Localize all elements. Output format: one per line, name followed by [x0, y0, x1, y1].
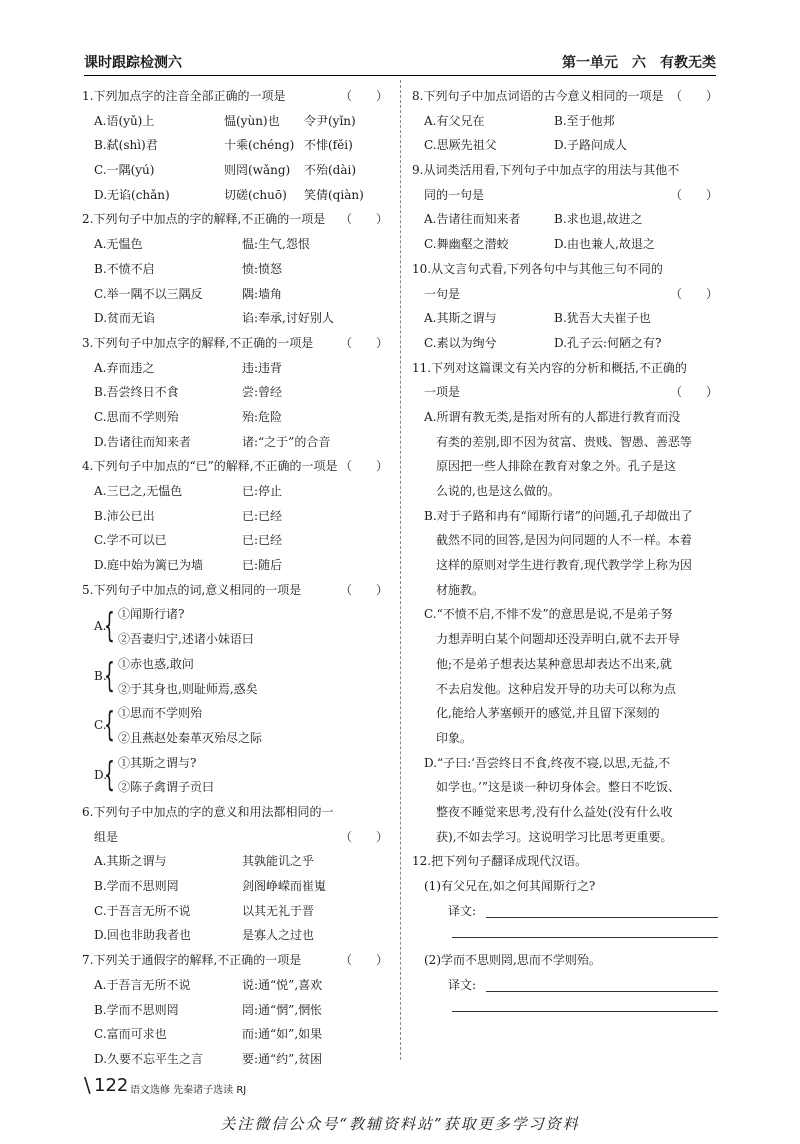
- q11-option-b: 这样的原则对学生进行教育,现代教学学上称为因: [436, 558, 692, 573]
- q2-row: A.无愠色 愠:生气,怨恨: [94, 237, 310, 252]
- q6-stem: 6.下列句子中加点的字的意义和用法都相同的一: [82, 805, 334, 819]
- q5-option-pair: C. { ①思而不学则殆 ②且燕赵处秦革灭殆尽之际: [94, 705, 263, 746]
- q9-stem-cont: 同的一句是 （ ）: [424, 187, 718, 202]
- left-column: [82, 84, 388, 1072]
- q11-option-d: D.“子曰:‘吾尝终日不食,终夜不寝,以思,无益,不: [424, 755, 671, 770]
- q12-answer-line-2[interactable]: 译文:: [412, 973, 718, 998]
- q5-option-pair: D. { ①其斯之谓与? ②陈子禽谓子贡曰: [94, 754, 215, 795]
- q4-stem: 4.下列句子中加点的“已”的解释,不正确的一项是 （ ）: [82, 459, 388, 474]
- q7-row: B.学而不思则罔 罔:通“惘”,惘怅: [94, 1002, 323, 1017]
- q8-stem: 8.下列句子中加点词语的古今意义相同的一项是 （ ）: [412, 89, 718, 103]
- q6-row: D.回也非助我者也 是寡人之过也: [94, 928, 315, 943]
- q6-row: A.其斯之谓与 其孰能讥之乎: [94, 854, 315, 869]
- book-title: 语文选修 先秦诸子选读 RJ: [130, 1085, 247, 1096]
- q4-row: B.沛公已出 已:已经: [94, 508, 283, 523]
- q1-row: A.语(yǔ)上 愠(yùn)也 令尹(yǐn): [94, 113, 356, 128]
- q3-row: B.吾尝终日不食 尝:曾经: [94, 385, 283, 400]
- q9-stem: 9.从词类活用看,下列句子中加点字的用法与其他不: [412, 163, 680, 178]
- q11-option-c: 化,能给人茅塞顿开的感觉,并且留下深刻的: [436, 706, 660, 721]
- q4-row: C.学不可以已 已:已经: [94, 533, 283, 548]
- q11-option-a: 原因把一些人排除在教育对象之外。孔子是这: [436, 459, 677, 474]
- q5-option-pair: A. { ①闻斯行诸? ②吾妻归宁,述诸小妹语曰: [94, 606, 254, 647]
- q11-stem-cont: 一项是 （ ）: [424, 385, 718, 400]
- right-column: [412, 84, 718, 1022]
- q12-sentence-2: (2)学而不思则罔,思而不学则殆。: [424, 953, 601, 968]
- watermark-note: 关注微信公众号“教辅资料站”获取更多学习资料: [220, 1115, 580, 1133]
- q2-row: B.不愤不启 愤:愤怒: [94, 261, 283, 276]
- q11-option-a: 么说的,也是这么做的。: [436, 484, 560, 498]
- header-right: 第一单元 六 有教无类: [562, 55, 716, 71]
- q11-option-a: A.所谓有教无类,是指对所有的人都进行教育而没: [424, 409, 681, 424]
- q4-row: D.庭中始为篱已为墙 已:随后: [94, 558, 283, 573]
- q1-row: C.一隅(yú) 则罔(wǎng) 不殆(dài): [94, 163, 357, 178]
- page-number: 122: [94, 1075, 129, 1096]
- q10-stem: 10.从文言句式看,下列各句中与其他三句不同的: [412, 261, 663, 276]
- q8-row: A.有父兄在 B.至于他邦: [424, 113, 615, 128]
- q11-option-b: B.对于子路和冉有“闻斯行诸”的问题,孔子却做出了: [424, 508, 693, 523]
- header-rule: [84, 75, 716, 76]
- header-left: 课时跟踪检测六: [84, 55, 182, 71]
- q3-stem: 3.下列句子中加点字的解释,不正确的一项是 （ ）: [82, 335, 388, 350]
- q8-row: C.思厥先祖父 D.子路问成人: [424, 138, 628, 153]
- q9-row: C.舞幽壑之潜蛟 D.由也兼人,故退之: [424, 237, 655, 252]
- q3-row: C.思而不学则殆 殆:危险: [94, 409, 283, 424]
- q7-row: C.富而可求也 而:通“如”,如果: [94, 1027, 323, 1042]
- q7-row: D.久要不忘平生之言 要:通“约”,贫困: [94, 1051, 323, 1066]
- q12-answer-blank[interactable]: [412, 997, 718, 1022]
- q1-row: D.无谄(chǎn) 切磋(chuō) 笑倩(qiàn): [94, 187, 364, 202]
- q12-stem: 12.把下列句子翻译成现代汉语。: [412, 854, 588, 869]
- q2-row: D.贫而无谄 谄:奉承,讨好别人: [94, 311, 334, 326]
- footer-slash: \: [84, 1073, 91, 1097]
- q11-option-c: 他;不是弟子想表达某种意思却表达不出来,就: [436, 656, 672, 671]
- q11-option-c: 印象。: [436, 730, 473, 745]
- q11-option-c: C.“不愤不启,不悱不发”的意思是说,不是弟子努: [424, 607, 673, 622]
- q10-row: A.其斯之谓与 B.犹吾大夫崔子也: [424, 311, 651, 326]
- q10-stem-cont: 一句是 （ ）: [424, 286, 718, 301]
- q5-stem: 5.下列句子中加点的词,意义相同的一项是 （ ）: [82, 582, 388, 597]
- q6-row: B.学而不思则罔 剑阁峥嵘而崔嵬: [94, 879, 327, 894]
- q12-answer-blank[interactable]: [412, 923, 718, 948]
- q2-stem: 2.下列句子中加点的字的解释,不正确的一项是 （ ）: [82, 212, 388, 227]
- q11-option-d: 获),不如去学习。这说明学习比思考更重要。: [436, 829, 673, 844]
- q11-option-d: 如学也。’”这是谈一种切身体会。整日不吃饭、: [436, 780, 680, 795]
- q3-row: A.弃而违之 违:违背: [94, 360, 283, 375]
- q12-answer-line-1[interactable]: 译文:: [412, 899, 718, 924]
- q11-option-a: 有类的差别,即不因为贫富、贵贱、智愚、善恶等: [436, 434, 692, 449]
- page-header: [84, 52, 716, 74]
- q6-stem-cont: 组是 （ ）: [94, 829, 388, 844]
- q11-option-b: 截然不同的回答,是因为问同题的人不一样。本着: [436, 533, 692, 548]
- q5-option-pair: B. { ①赤也惑,敢问 ②于其身也,则耻师焉,惑矣: [94, 655, 258, 696]
- q11-option-c: 力想弄明白某个问题却还没弄明白,就不去开导: [436, 632, 680, 647]
- q1-stem: 1.下列加点字的注音全部正确的一项是 （ ）: [82, 89, 388, 103]
- q10-row: C.素以为绚兮 D.孔子云:何陋之有?: [424, 335, 662, 350]
- q11-option-b: 材施教。: [436, 582, 485, 597]
- column-divider: [400, 80, 401, 1060]
- q6-row: C.于吾言无所不说 以其无礼于晋: [94, 903, 315, 918]
- q9-row: A.告诸往而知来者 B.求也退,故进之: [424, 212, 643, 227]
- q1-row: B.弑(shì)君 十乘(chéng) 不悱(fěi): [94, 138, 353, 153]
- q11-option-c: 不去启发他。这种启发开导的功夫可以称为点: [436, 681, 677, 696]
- q3-row: D.告诸往而知来者 诸:“之于”的合音: [94, 434, 331, 449]
- q11-option-d: 整夜不睡觉来思考,没有什么益处(没有什么收: [436, 804, 673, 819]
- q12-sentence-1: (1)有父兄在,如之何其闻斯行之?: [424, 879, 596, 893]
- q7-stem: 7.下列关于通假字的解释,不正确的一项是 （ ）: [82, 953, 388, 968]
- q2-row: C.举一隅不以三隅反 隅:墙角: [94, 286, 283, 301]
- q4-row: A.三已之,无愠色 已:停止: [94, 484, 283, 498]
- q11-stem: 11.下列对这篇课文有关内容的分析和概括,不正确的: [412, 360, 687, 375]
- q7-row: A.于吾言无所不说 说:通“悦”,喜欢: [94, 977, 323, 992]
